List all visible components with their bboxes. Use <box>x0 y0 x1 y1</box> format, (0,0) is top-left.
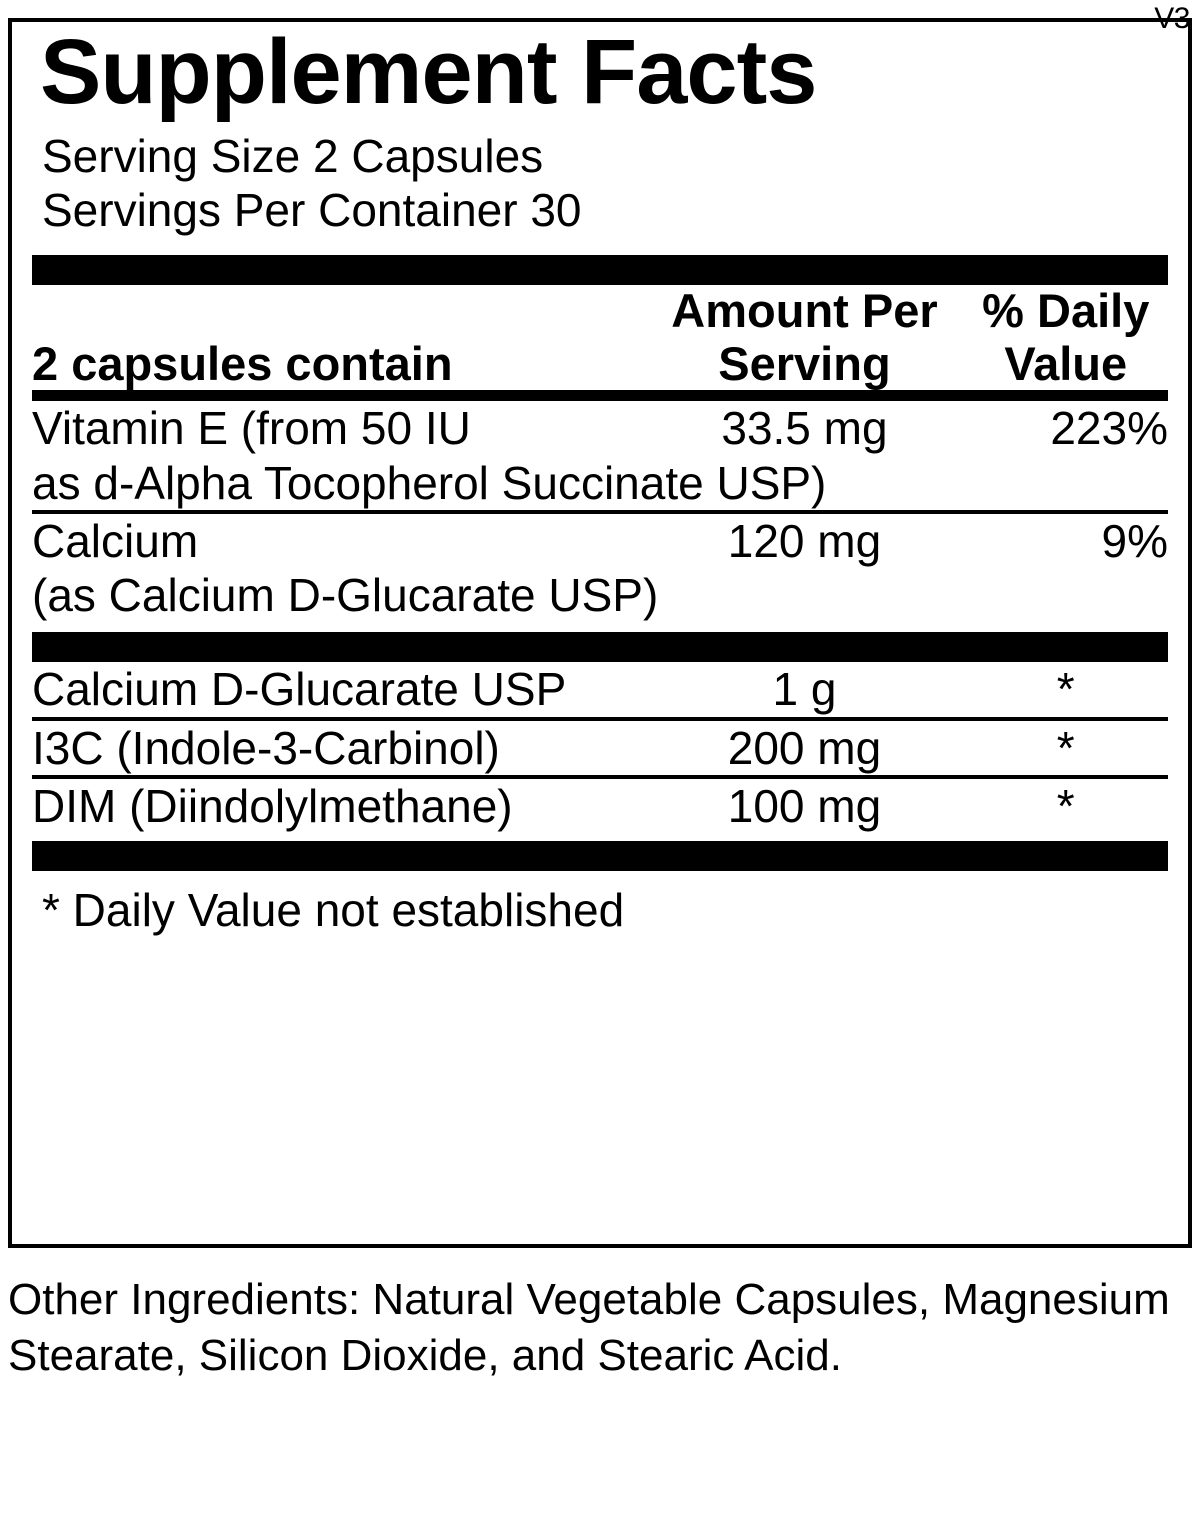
ingredient-name-dim: DIM (Diindolylmethane) <box>32 779 513 832</box>
nutrient-name-vitamin-e-line2: as d-Alpha Tocopherol Succinate USP) <box>32 456 827 509</box>
table-row <box>32 662 1168 716</box>
table-row-continuation <box>32 568 1168 622</box>
header-nutrient: 2 capsules contain <box>32 336 453 390</box>
divider-thick-middle <box>32 632 1168 662</box>
nutrient-rows-2 <box>32 514 1168 623</box>
nutrient-dv-vitamin-e: 223% <box>1050 402 1168 455</box>
ingredient-dv-calcium-d-glucarate: * <box>1056 663 1075 716</box>
ingredient-dv-i3c: * <box>1056 721 1075 774</box>
proprietary-rows-3 <box>32 779 1168 833</box>
divider-thick-top <box>32 255 1168 285</box>
servings-per-container: Servings Per Container 30 <box>42 183 582 236</box>
other-ingredients <box>8 1272 1192 1385</box>
header-amount-line1: Amount Per <box>671 284 938 338</box>
serving-size: Serving Size 2 Capsules <box>42 129 544 182</box>
nutrient-dv-calcium: 9% <box>1101 514 1168 567</box>
divider-below-header <box>32 390 1168 401</box>
proprietary-rows-2 <box>32 721 1168 775</box>
header-amount-per-serving <box>645 285 963 390</box>
header-amount-line2: Serving <box>718 336 891 390</box>
table-row-continuation <box>32 456 1168 510</box>
daily-value-footnote: * Daily Value not established <box>42 884 625 937</box>
proprietary-rows <box>32 662 1168 716</box>
table-row <box>32 401 1168 455</box>
nutrition-table <box>32 285 1168 390</box>
divider-thick-bottom <box>32 841 1168 871</box>
table-header-row <box>32 285 1168 390</box>
other-ingredients-line1: Other Ingredients: Natural Vegetable Capsules, Magnesium <box>8 1275 1170 1324</box>
ingredient-amount-calcium-d-glucarate: 1 g <box>772 663 837 716</box>
table-row <box>32 779 1168 833</box>
other-ingredients-line2: Stearate, Silicon Dioxide, and Stearic Acid. <box>8 1331 843 1381</box>
header-dv-line2: Value <box>1004 336 1128 390</box>
table-row <box>32 514 1168 568</box>
ingredient-name-calcium-d-glucarate: Calcium D-Glucarate USP <box>32 663 567 716</box>
ingredient-dv-dim: * <box>1056 779 1075 832</box>
supplement-facts-panel <box>8 18 1192 1248</box>
ingredient-amount-i3c: 200 mg <box>727 721 882 774</box>
page-title: Supplement Facts <box>40 21 817 123</box>
nutrient-rows <box>32 401 1168 510</box>
header-dv-line1: % Daily <box>982 284 1150 338</box>
nutrient-name-vitamin-e: Vitamin E (from 50 IU <box>32 402 471 455</box>
ingredient-name-i3c: I3C (Indole-3-Carbinol) <box>32 721 500 774</box>
nutrient-name-calcium-line2: (as Calcium D-Glucarate USP) <box>32 569 659 622</box>
ingredient-amount-dim: 100 mg <box>727 779 882 832</box>
table-row <box>32 721 1168 775</box>
version-code: V3 <box>1154 2 1190 35</box>
header-daily-value <box>964 285 1168 390</box>
nutrient-name-calcium: Calcium <box>32 514 199 567</box>
nutrient-amount-vitamin-e: 33.5 mg <box>721 402 888 455</box>
nutrient-amount-calcium: 120 mg <box>727 514 882 567</box>
